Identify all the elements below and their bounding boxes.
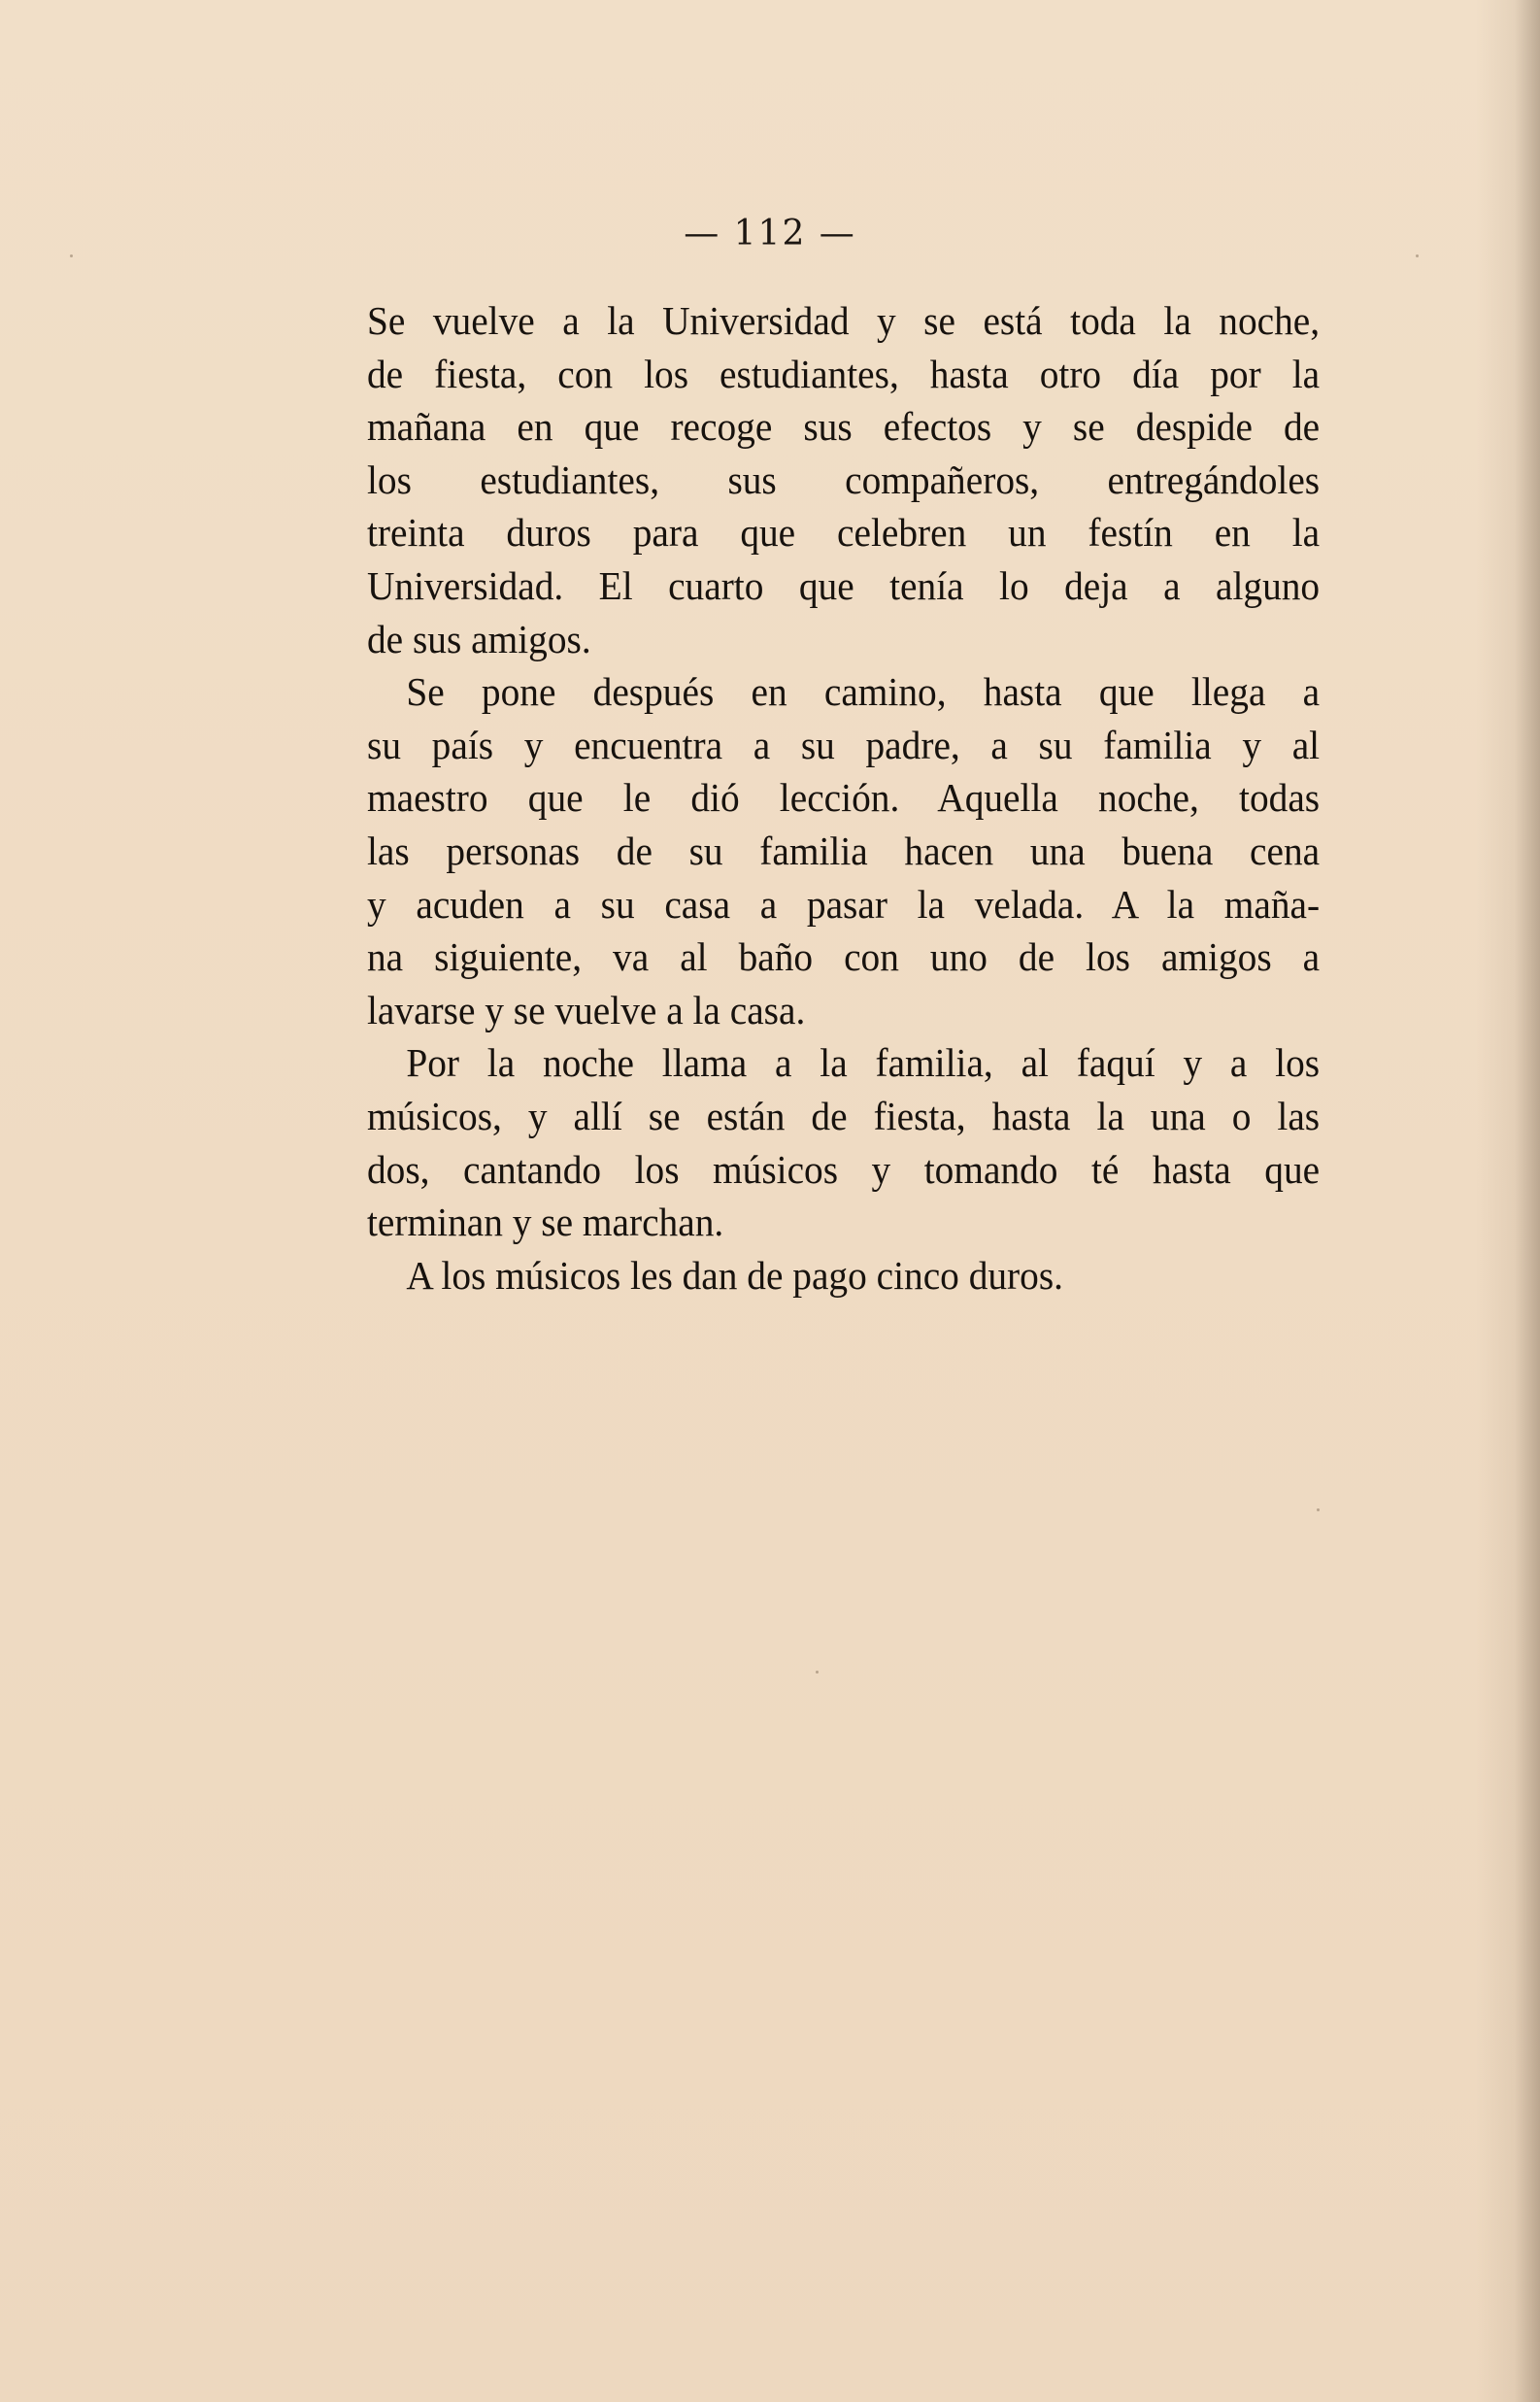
text-line: los estudiantes, sus compañeros, entregándoles: [367, 457, 1321, 502]
text-line: na siguiente, va al baño con uno de los amigos a: [367, 934, 1321, 980]
text-line: treinta duros para que celebren un festín en la: [367, 510, 1321, 556]
page-number: — 112 —: [684, 214, 856, 254]
paper-speck: [70, 254, 73, 257]
text-line: A los músicos les dan de pago cinco duros.: [406, 1252, 1063, 1298]
text-line: de sus amigos.: [367, 616, 591, 661]
text-line: terminan y se marchan.: [367, 1200, 724, 1245]
paragraph-2: [367, 665, 1320, 1036]
text-line: Por la noche llama a la familia, al faquí y a los: [406, 1040, 1321, 1086]
text-line: de fiesta, con los estudiantes, hasta otro día por la: [367, 351, 1321, 396]
body-text: [367, 294, 1320, 1302]
paper-speck: [1416, 254, 1419, 257]
text-line: su país y encuentra a su padre, a su familia y al: [367, 722, 1321, 767]
text-line: Se pone después en camino, hasta que llega a: [406, 669, 1321, 715]
paragraph-1: [367, 294, 1320, 665]
paragraph-3: [367, 1036, 1320, 1248]
text-line: lavarse y se vuelve a la casa.: [367, 987, 806, 1032]
text-line: Se vuelve a la Universidad y se está toda la noche,: [367, 298, 1321, 343]
text-line: y acuden a su casa a pasar la velada. A la maña-: [367, 881, 1321, 927]
text-line: las personas de su familia hacen una buena cena: [367, 828, 1321, 873]
text-line: músicos, y allí se están de fiesta, hasta la una o las: [367, 1093, 1321, 1138]
text-line: Universidad. El cuarto que tenía lo deja a alguno: [367, 562, 1321, 608]
text-line: mañana en que recoge sus efectos y se despide de: [367, 404, 1321, 450]
paper-speck: [1317, 1508, 1320, 1511]
paragraph-4: [367, 1249, 1320, 1302]
text-line: maestro que le dió lección. Aquella noche, todas: [367, 775, 1321, 821]
text-line: dos, cantando los músicos y tomando té hasta que: [367, 1146, 1321, 1192]
paper-speck: [816, 1671, 819, 1674]
